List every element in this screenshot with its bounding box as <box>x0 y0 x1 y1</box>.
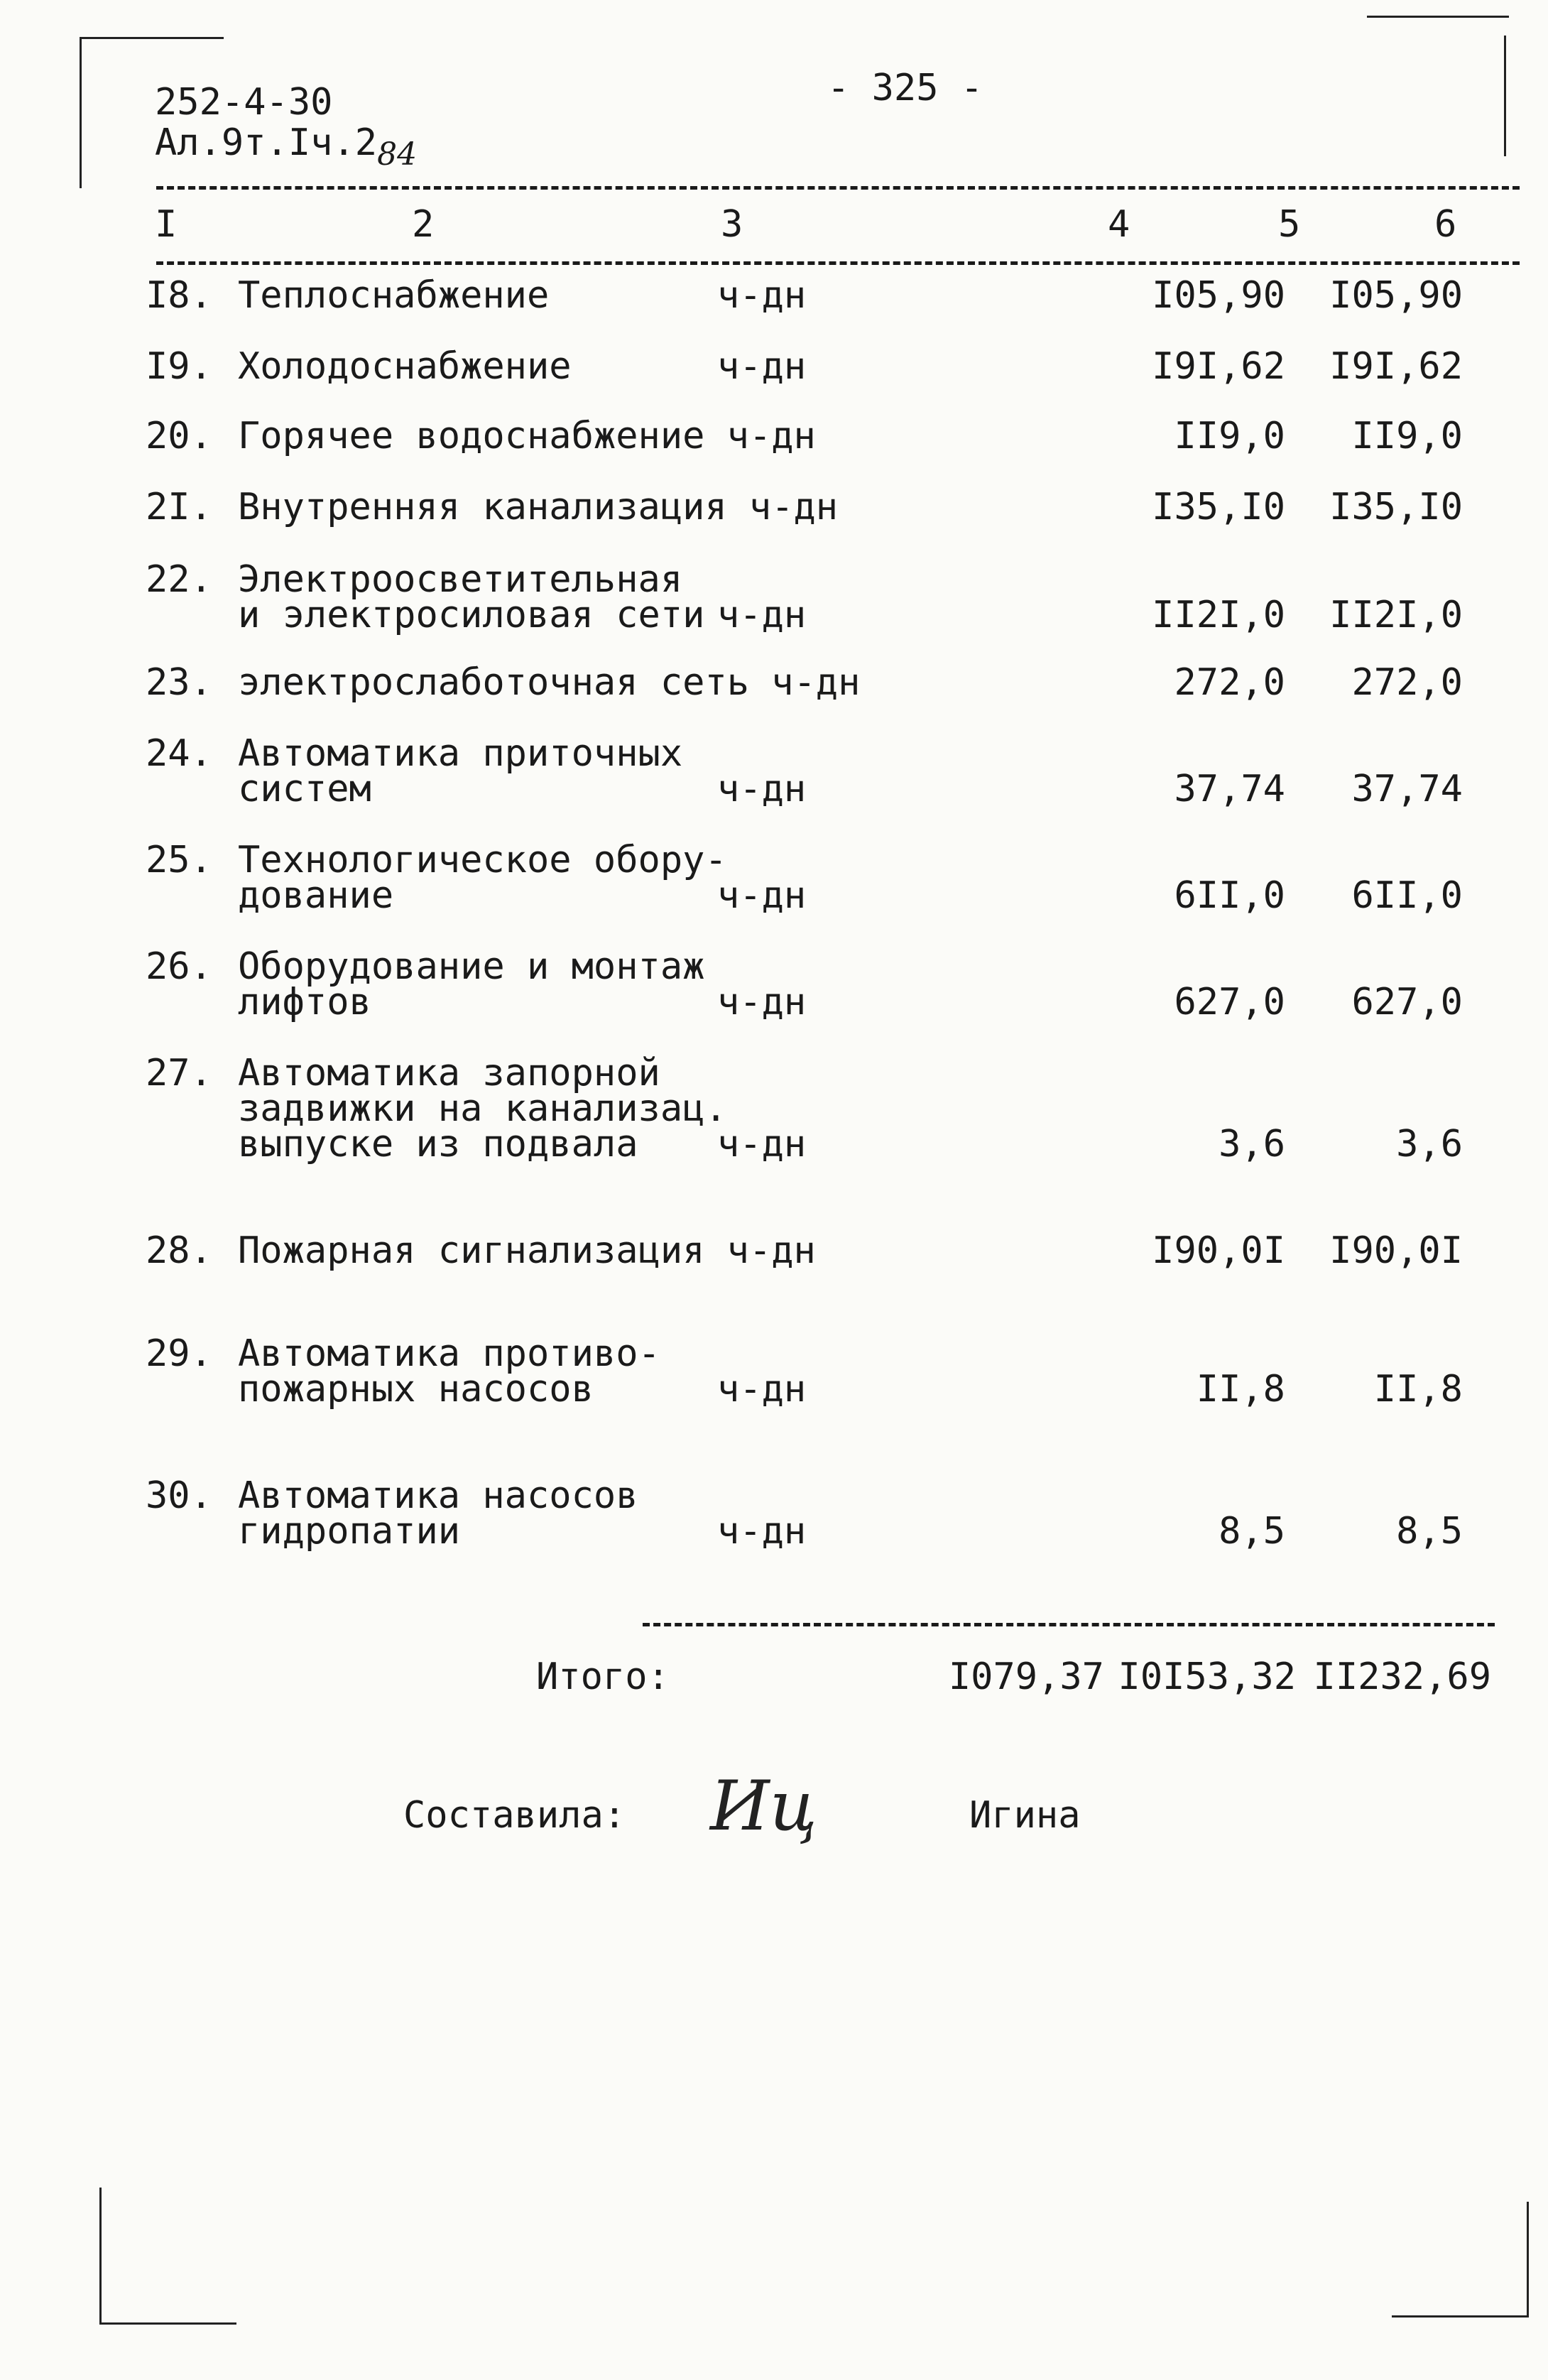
row-value-column-6: 3,6 <box>1396 1123 1463 1165</box>
row-number: 30. <box>146 1474 212 1517</box>
row-value-column-6: II2I,0 <box>1329 594 1463 636</box>
row-description-line: Горячее водоснабжение <box>238 415 705 457</box>
frame-corner-bottom-left <box>99 2188 236 2325</box>
row-value-column-6: I05,90 <box>1329 274 1463 317</box>
row-description-line: выпуске из подвала <box>238 1123 638 1165</box>
row-description-line: Холодоснабжение <box>238 345 572 388</box>
row-unit: ч-дн <box>717 594 807 636</box>
header-divider-bottom <box>156 261 1520 265</box>
column-number-3: 3 <box>721 203 743 246</box>
row-description-line: дование <box>238 874 394 917</box>
row-number: 2I. <box>146 486 212 528</box>
total-column-6: II232,69 <box>1313 1656 1491 1698</box>
row-value-column-5: I35,I0 <box>1152 486 1285 528</box>
row-description-line: Теплоснабжение <box>238 274 550 317</box>
document-code: 252-4-30 <box>155 81 333 124</box>
row-number: 20. <box>146 415 212 457</box>
row-description-line: электрослаботочная сеть <box>238 661 750 704</box>
row-number: 22. <box>146 558 212 601</box>
row-description-line: лифтов <box>238 981 371 1023</box>
row-value-column-5: 8,5 <box>1219 1510 1285 1553</box>
row-description-line: Электроосветительная <box>238 558 683 601</box>
row-unit: ч-дн <box>717 874 807 917</box>
row-description-line: Автоматика запорной <box>238 1052 660 1094</box>
row-description-line: пожарных насосов <box>238 1368 594 1411</box>
row-unit: ч-дн <box>726 1229 816 1272</box>
row-description-line: Внутренняя канализация <box>238 486 727 528</box>
row-value-column-6: 272,0 <box>1351 661 1463 704</box>
row-unit: ч-дн <box>717 1510 807 1553</box>
row-value-column-5: I90,0I <box>1152 1229 1285 1272</box>
column-number-5: 5 <box>1278 203 1301 246</box>
row-value-column-5: I9I,62 <box>1152 345 1285 388</box>
row-value-column-6: I35,I0 <box>1329 486 1463 528</box>
total-divider <box>643 1623 1495 1626</box>
row-unit: ч-дн <box>717 1123 807 1165</box>
row-value-column-5: 6II,0 <box>1174 874 1285 917</box>
column-number-4: 4 <box>1108 203 1130 246</box>
row-unit: ч-дн <box>771 661 861 704</box>
row-description-line: Пожарная сигнализация <box>238 1229 705 1272</box>
row-description-line: Автоматика насосов <box>238 1474 638 1517</box>
row-value-column-6: 8,5 <box>1396 1510 1463 1553</box>
document-reference-handwritten: 84 <box>377 136 418 173</box>
total-column-4: I079,37 <box>948 1656 1104 1698</box>
row-value-column-5: 627,0 <box>1174 981 1285 1023</box>
row-value-column-6: I9I,62 <box>1329 345 1463 388</box>
row-description-line: и электросиловая сети <box>238 594 705 636</box>
column-number-6: 6 <box>1434 203 1457 246</box>
row-value-column-5: 272,0 <box>1174 661 1285 704</box>
frame-corner-bottom-right <box>1392 2202 1529 2317</box>
page-number: - 325 - <box>827 67 983 109</box>
row-value-column-6: 6II,0 <box>1351 874 1463 917</box>
row-value-column-5: 37,74 <box>1174 768 1285 810</box>
row-unit: ч-дн <box>748 486 839 528</box>
row-number: 29. <box>146 1332 212 1375</box>
header-divider-top <box>156 186 1520 190</box>
row-number: 28. <box>146 1229 212 1272</box>
row-unit: ч-дн <box>717 1368 807 1411</box>
row-description-line: систем <box>238 768 371 810</box>
column-number-2: 2 <box>412 203 435 246</box>
total-column-5: I0I53,32 <box>1118 1656 1296 1698</box>
column-number-1: I <box>155 203 178 246</box>
row-description-line: Оборудование и монтаж <box>238 945 705 988</box>
row-unit: ч-дн <box>717 345 807 388</box>
row-value-column-5: I05,90 <box>1152 274 1285 317</box>
row-unit: ч-дн <box>717 274 807 317</box>
row-value-column-5: II9,0 <box>1174 415 1285 457</box>
row-description-line: гидропатии <box>238 1510 461 1553</box>
row-value-column-5: II2I,0 <box>1152 594 1285 636</box>
row-value-column-6: II,8 <box>1373 1368 1463 1411</box>
document-reference <box>155 121 418 173</box>
row-description-line: Автоматика противо- <box>238 1332 660 1375</box>
row-value-column-5: II,8 <box>1196 1368 1285 1411</box>
row-value-column-6: I90,0I <box>1329 1229 1463 1272</box>
row-value-column-6: II9,0 <box>1351 415 1463 457</box>
handwritten-signature: Иц <box>710 1766 817 1846</box>
row-value-column-6: 627,0 <box>1351 981 1463 1023</box>
row-description-line: Автоматика приточных <box>238 732 683 775</box>
row-unit: ч-дн <box>717 981 807 1023</box>
row-unit: ч-дн <box>717 768 807 810</box>
row-number: 23. <box>146 661 212 704</box>
row-unit: ч-дн <box>726 415 816 457</box>
row-description-line: Технологическое обору- <box>238 839 727 881</box>
composer-name: Игина <box>969 1794 1081 1837</box>
row-number: I8. <box>146 274 212 317</box>
row-number: 25. <box>146 839 212 881</box>
row-number: 27. <box>146 1052 212 1094</box>
row-number: 24. <box>146 732 212 775</box>
row-description-line: задвижки на канализац. <box>238 1087 727 1130</box>
frame-corner-top-right <box>1367 16 1509 160</box>
frame-corner-top-right-vertical <box>1504 36 1506 156</box>
row-value-column-6: 37,74 <box>1351 768 1463 810</box>
composed-by-label: Составила: <box>403 1794 626 1837</box>
row-value-column-5: 3,6 <box>1219 1123 1285 1165</box>
row-number: 26. <box>146 945 212 988</box>
row-number: I9. <box>146 345 212 388</box>
document-reference-printed: Ал.9т.Iч.2 <box>155 121 378 164</box>
total-label: Итого: <box>536 1656 670 1698</box>
